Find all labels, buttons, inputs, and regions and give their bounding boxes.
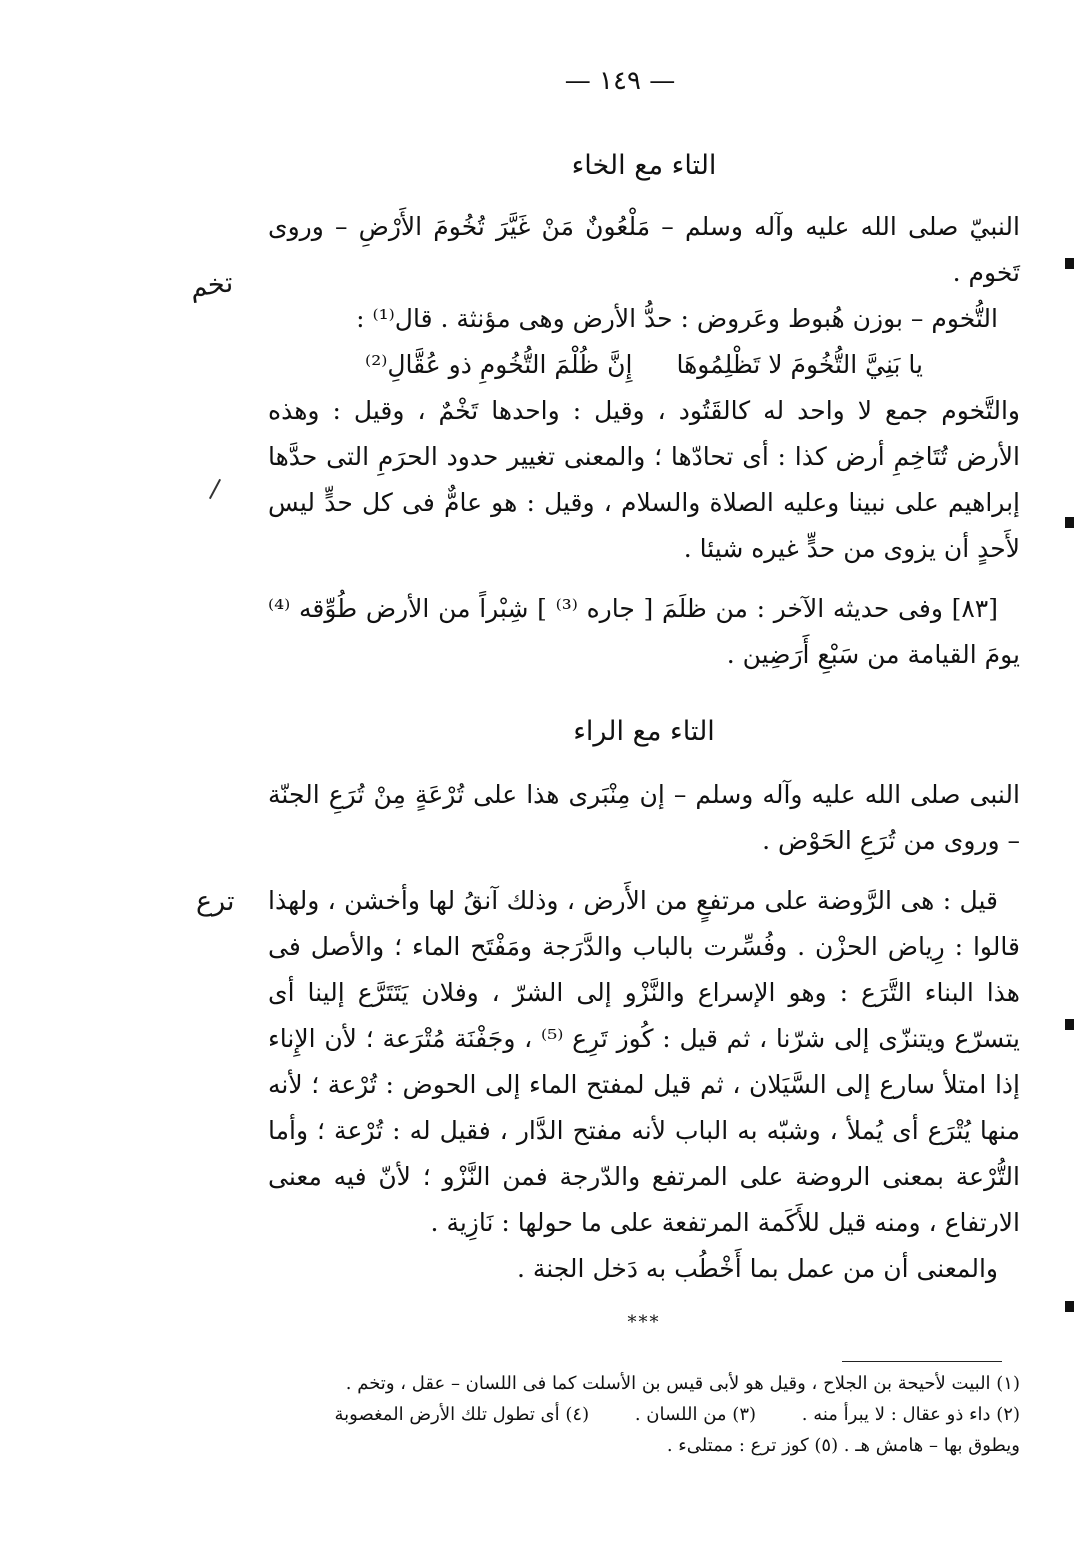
section-heading-ta-ra: التاء مع الراء xyxy=(573,716,715,747)
main-text-block xyxy=(268,138,1020,1340)
footnote-3: (٣) من اللسان . xyxy=(634,1404,757,1425)
edge-mark xyxy=(1065,517,1074,528)
section-separator: *** xyxy=(627,1312,661,1333)
explanation-paragraph: والتَّخوم جمع لا واحد له كالقَتُود ، وقيل : واحدها تَخْمٌ ، وقيل : وهذه الأرض تُتَاخِمِ أرض كذا : أى تحادّها ؛ والمعنى تغيير حدود الحرَمِ التى حدَّها إبراهيم على نبينا وعليه الصلاة والسلام ، وقيل : هو عامٌّ فى كل حدٍّ ليس لأَحدٍ أن يزوى من حدٍّ غيره شيئا . xyxy=(268,396,1020,563)
margin-pen-stroke xyxy=(209,479,221,499)
footnote-row-2 xyxy=(268,1399,1020,1430)
margin-keyword-takhm: تخم xyxy=(188,267,235,304)
poetry-verse xyxy=(268,342,1020,388)
verse-first-hemistich: يا بَنِيَّ التُّخُومَ لا تَظْلِمُوهَا xyxy=(676,350,923,379)
meaning-paragraph: والمعنى أن من عمل بما أَخْطُب به دَخل الجنة . xyxy=(516,1254,998,1283)
footnote-4: (٤) أى تطول تلك الأرض المغصوبة xyxy=(334,1404,590,1425)
verse-second-hemistich: إِنَّ ظُلْمَ التُّخُومِ ذو عُقَّالِ⁽²⁾ xyxy=(365,350,633,379)
footnote-5: ويطوق بها – هامش هـ . (٥) كوز ترع : ممتلىء . xyxy=(666,1435,1020,1456)
margin-keyword-tara: ترع xyxy=(196,886,235,917)
definition-paragraph: التُّخوم – بوزن هُبوط وعَروض : حدُّ الأرض وهى مؤنثة . قال⁽¹⁾ : xyxy=(356,304,998,333)
edge-mark xyxy=(1065,1301,1074,1312)
hadith-paragraph: النبيّ صلى الله عليه وآله وسلم – مَلْعُونٌ مَنْ غَيَّرَ تُخُومَ الأَرْضِ – وروى تَخوم . xyxy=(268,212,1020,287)
definition-paragraph: قيل : هى الرَّوضة على مرتفعٍ من الأَرض ، وذلك آنقُ لها وأخشن ، ولهذا قالوا : رِياض الحزْن . وفُسِّرت بالباب والدَّرَجة ومَفْتَح الماء ؛ والأصل فى هذا البناء التَّرَع : وهو الإسراع والنَّزْو إلى الشرّ ، وفلان يَتَتَرَّع إلينا أى يتسرّع ويتنزّى إلى شرّنا ، ثم قيل : كُوز تَرِع ⁽⁵⁾ ، وجَفْنَة مُتْرَعة ؛ لأن الإِناء إذا امتلأ سارع إلى السَّيَلان ، ثم قيل لمفتح الماء إلى الحوض : تُرْعة ؛ لأنه منها يُتْرَع أى يُملأ ، وشبّه به الباب لأنه مفتح الدَّار ، فقيل له : تُرْعة ؛ وأما التُّرْعة بمعنى الروضة على المرتفع والدّرجة فمن النَّزْو ؛ لأنّ فيه معنى الارتفاع ، ومنه قيل للأَكَمة المرتفعة على ما حولها : نَازِية . xyxy=(268,886,1020,1237)
hadith-83-paragraph: [٨٣] وفى حديثه الآخر : من ظلَمَ [ جاره ⁽³⁾ ] شِبْراً من الأرض طُوِّقه ⁽⁴⁾ يومَ القيامة من سَبْعِ أَرَضِين . xyxy=(268,594,1020,669)
page-number: — ١٤٩ — xyxy=(564,66,676,96)
hadith-paragraph: النبى صلى الله عليه وآله وسلم – إن مِنْبَرى هذا على تُرْعَةٍ مِنْ تُرَعِ الجنّة – وروى من تُرَعِ الحَوْض . xyxy=(268,780,1020,855)
edge-mark xyxy=(1065,1019,1074,1030)
footnote-rule xyxy=(842,1361,1002,1362)
edge-mark xyxy=(1065,258,1074,269)
footnotes xyxy=(268,1368,1020,1461)
footnote-2: (٢) داء ذو عقال : لا يبرأ منه . xyxy=(801,1404,1020,1425)
footnote-1: (١) البيت لأحيحة بن الجلاح ، وقيل هو لأبى قيس بن الأسلت كما فى اللسان – عقل ، وتخم . xyxy=(345,1373,1020,1394)
section-heading-ta-kha: التاء مع الخاء xyxy=(571,150,717,181)
